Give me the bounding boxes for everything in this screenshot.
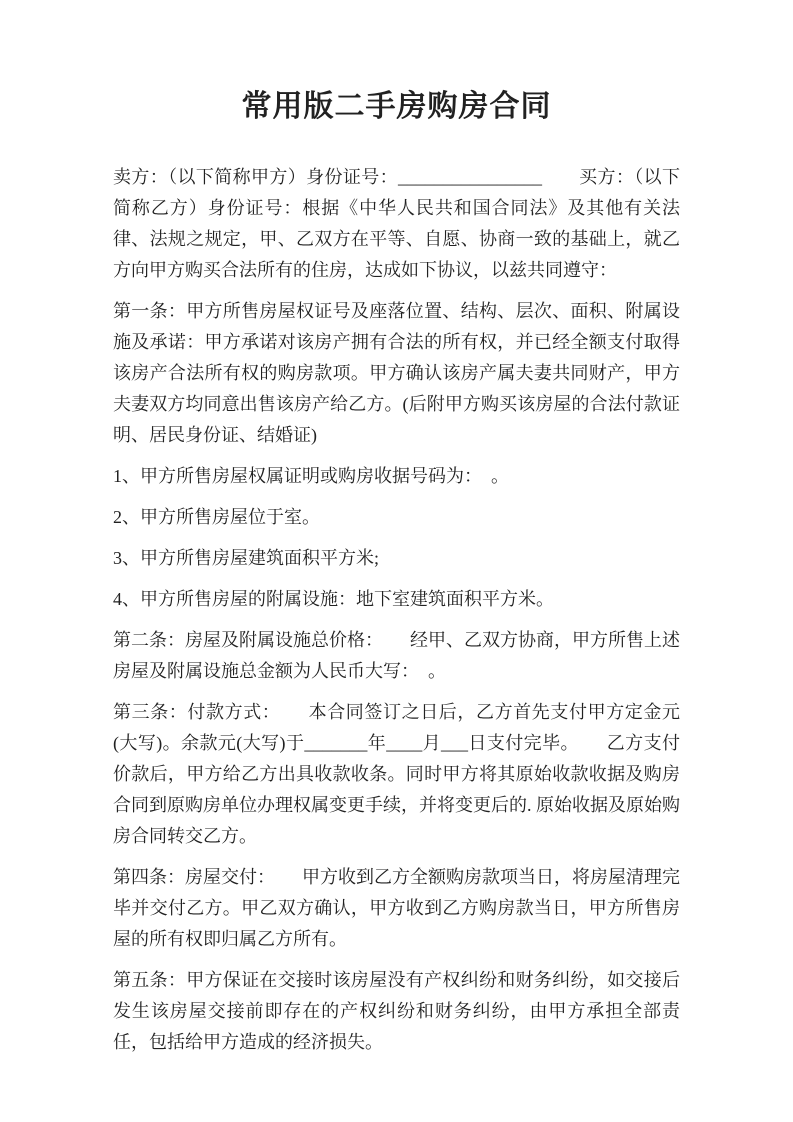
paragraph: 第五条：甲方保证在交接时该房屋没有产权纠纷和财务纠纷，如交接后发生该房屋交接前即存在的产权纠纷和财务纠纷，由甲方承担全部责任，包括给甲方造成的经济损失。 [113,970,680,1052]
paragraph: 第二条：房屋及附属设施总价格： 经甲、乙双方协商，甲方所售上述房屋及附属设施总金额为人民币大写： 。 [113,630,680,681]
paragraph: 4、甲方所售房屋的附属设施：地下室建筑面积平方米。 [113,589,554,609]
paragraph: 第一条：甲方所售房屋权证号及座落位置、结构、层次、面积、附属设施及承诺：甲方承诺对该房产拥有合法的所有权，并已经全额支付取得该房产合法所有权的购房款项。甲方确认该房产属夫妻共同财产，甲方夫妻双方均同意出售该房产给乙方。(后附甲方购买该房屋的合法付款证明、居民身份证、结婚证) [113,301,680,445]
document-body [113,162,680,1058]
paragraph: 第四条：房屋交付： 甲方收到乙方全额购房款项当日，将房屋清理完毕并交付乙方。甲乙双方确认，甲方收到乙方购房款当日，甲方所售房屋的所有权即归属乙方所有。 [113,867,680,949]
paragraph: 3、甲方所售房屋建筑面积平方米; [113,548,379,568]
paragraph: 1、甲方所售房屋权属证明或购房收据号码为： 。 [113,466,509,486]
paragraph: 2、甲方所售房屋位于室。 [113,507,320,527]
document-title: 常用版二手房购房合同 [241,90,552,123]
paragraph: 卖方：（以下简称甲方）身份证号：________________ 买方：（以下简称乙方）身份证号：根据《中华人民共和国合同法》及其他有关法律、法规之规定，甲、乙双方在平等、自愿、协商一致的基础上，就乙方向甲方购买合法所有的住房，达成如下协议，以兹共同遵守： [113,167,680,280]
paragraph: 第三条：付款方式： 本合同签订之日后，乙方首先支付甲方定金元(大写)。余款元(大写)于_______年____月___日支付完毕。 乙方支付价款后，甲方给乙方出具收款收条。同时甲方将其原始收款收据及购房合同到原购房单位办理权属变更手续，并将变更后的. 原始收据及原始购房合同转交乙方。 [113,702,680,846]
